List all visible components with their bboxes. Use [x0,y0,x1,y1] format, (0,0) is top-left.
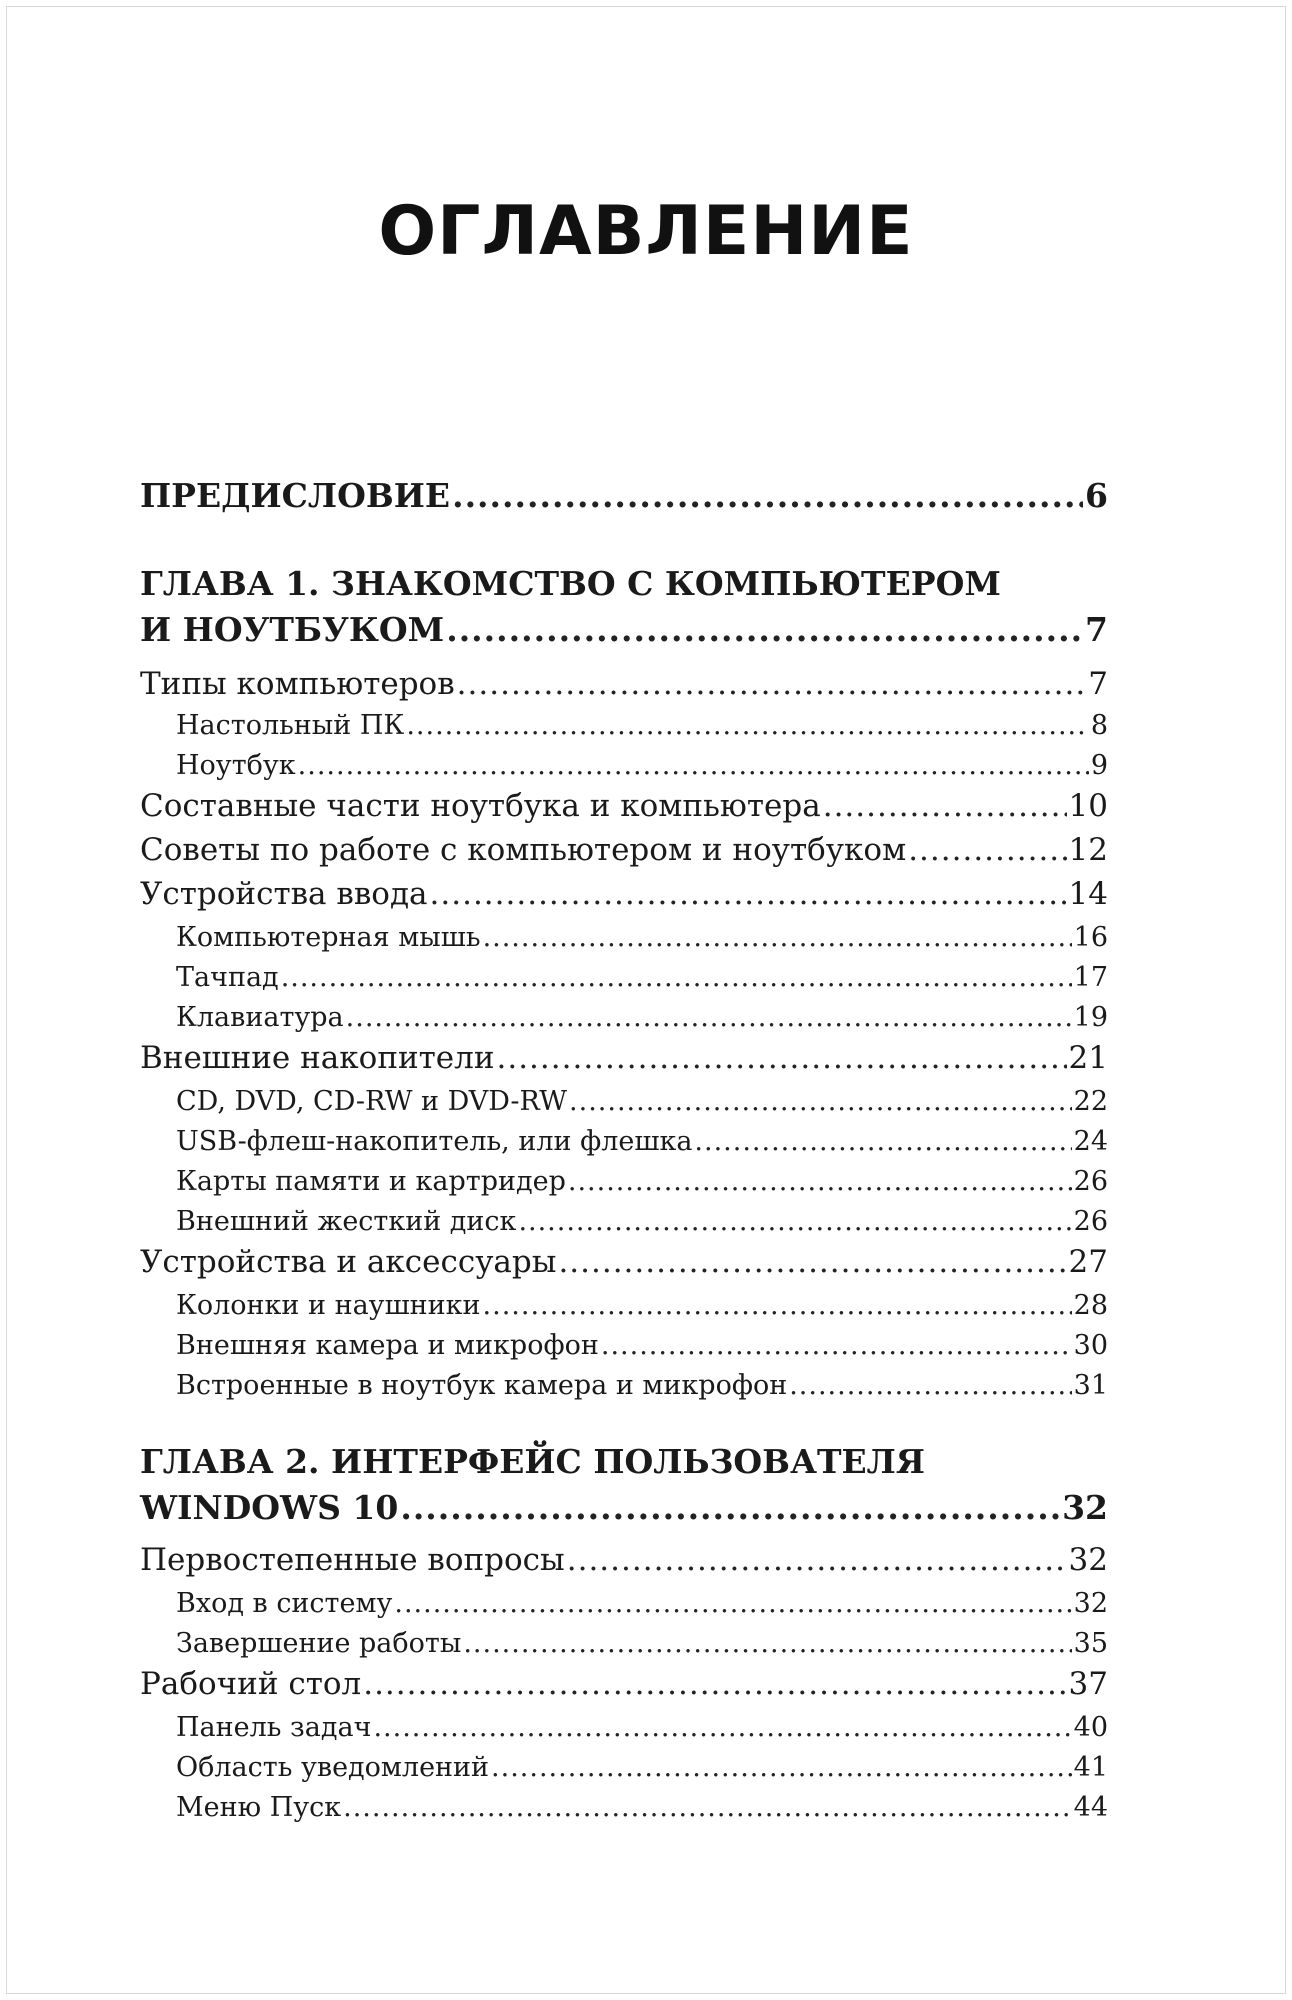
toc-page-number: 35 [1073,1628,1108,1659]
toc-page-number: 28 [1073,1290,1108,1321]
toc-entry-label: ПРЕДИСЛОВИЕ [140,476,451,515]
toc-subentry[interactable] [140,1290,1108,1321]
toc-entry-label: Внешняя камера и микрофон [176,1330,599,1361]
dot-leader [491,1752,1072,1783]
toc-page-number: 9 [1090,750,1108,781]
toc-subentry[interactable] [140,1370,1108,1401]
toc-entry-preface[interactable] [140,476,1108,515]
toc-entry-label: Компьютерная мышь [176,922,481,953]
toc-entry[interactable] [140,876,1108,912]
toc-entry[interactable] [140,1040,1108,1076]
toc-entry[interactable] [140,1542,1108,1578]
toc-entry-label: Встроенные в ноутбук камера и микрофон [176,1370,788,1401]
toc-subentry[interactable] [140,1792,1108,1823]
dot-leader [400,1488,1060,1527]
toc-entry-label: Карты памяти и картридер [176,1166,566,1197]
toc-entry[interactable] [140,666,1108,702]
toc-page-number: 14 [1068,876,1108,912]
page-title: ОГЛАВЛЕНИЕ [378,192,914,271]
dot-leader [568,1166,1072,1197]
toc-entry-label: USB-флеш-накопитель, или флешка [176,1126,693,1157]
dot-leader [823,788,1067,824]
dot-leader [497,1040,1067,1076]
toc-entry[interactable] [140,1666,1108,1702]
toc-entry-label: Вход в систему [176,1588,393,1619]
toc-subentry[interactable] [140,1330,1108,1361]
toc-subentry[interactable] [140,1002,1108,1033]
toc-entry[interactable] [140,1244,1108,1280]
toc-entry-label: Советы по работе с компьютером и ноутбуком [140,832,907,868]
toc-entry-label: Ноутбук [176,750,296,781]
dot-leader [343,1792,1072,1823]
dot-leader [567,1542,1067,1578]
dot-leader [446,610,1083,649]
toc-entry[interactable] [140,788,1108,824]
toc-page-number: 32 [1068,1542,1108,1578]
toc-page-number: 30 [1073,1330,1108,1361]
toc-entry[interactable] [140,832,1108,868]
toc-page-number: 10 [1068,788,1108,824]
toc-entry-label: Внешний жесткий диск [176,1206,517,1237]
toc-page-number: 22 [1073,1086,1108,1117]
toc-page-number: 19 [1073,1002,1108,1033]
toc-page-number: 21 [1068,1040,1108,1076]
toc-subentry[interactable] [140,1086,1108,1117]
toc-page-number: 26 [1073,1166,1108,1197]
dot-leader [601,1330,1072,1361]
toc-page-number: 26 [1073,1206,1108,1237]
toc-page-number: 27 [1068,1244,1108,1280]
toc-subentry[interactable] [140,1166,1108,1197]
dot-leader [457,666,1087,702]
toc-entry-label: Рабочий стол [140,1666,362,1702]
toc-entry-label: Составные части ноутбука и компьютера [140,788,821,824]
toc-entry-label: CD, DVD, CD-RW и DVD-RW [176,1086,568,1117]
toc-page-number: 24 [1073,1126,1108,1157]
dot-leader [346,1002,1072,1033]
chapter-1-heading[interactable]: ГЛАВА 1. ЗНАКОМСТВО С КОМПЬЮТЕРОМ [140,564,1001,603]
toc-page-number: 7 [1088,666,1108,702]
toc-subentry[interactable] [140,1588,1108,1619]
dot-leader [789,1370,1071,1401]
chapter-2-heading[interactable]: ГЛАВА 2. ИНТЕРФЕЙС ПОЛЬЗОВАТЕЛЯ [140,1442,925,1481]
toc-entry-label: Меню Пуск [176,1792,342,1823]
dot-leader [569,1086,1072,1117]
toc-entry-label: Устройства и аксессуары [140,1244,557,1280]
dot-leader [298,750,1089,781]
toc-entry-label: Тачпад [176,962,279,993]
toc-entry-label: И НОУТБУКОМ [140,610,445,649]
toc-subentry[interactable] [140,962,1108,993]
toc-subentry[interactable] [140,922,1108,953]
dot-leader [363,1666,1066,1702]
dot-leader [483,922,1072,953]
toc-entry-label: Клавиатура [176,1002,344,1033]
toc-page-number: 44 [1073,1792,1108,1823]
toc-subentry[interactable] [140,1628,1108,1659]
toc-subentry[interactable] [140,710,1108,741]
toc-entry-label: WINDOWS 10 [140,1488,399,1527]
toc-entry-label: Завершение работы [176,1628,462,1659]
toc-entry-label: Внешние накопители [140,1040,495,1076]
toc-page-number: 41 [1073,1752,1108,1783]
toc-page-number: 17 [1073,962,1108,993]
dot-leader [463,1628,1071,1659]
toc-subentry[interactable] [140,1752,1108,1783]
toc-entry-label: Настольный ПК [176,710,405,741]
toc-entry-label: Колонки и наушники [176,1290,481,1321]
toc-entry-label: Типы компьютеров [140,666,455,702]
toc-subentry[interactable] [140,1206,1108,1237]
toc-subentry[interactable] [140,1712,1108,1743]
toc-entry-label: Первостепенные вопросы [140,1542,565,1578]
toc-page-number: 32 [1073,1588,1108,1619]
dot-leader [430,876,1067,912]
toc-page-number: 8 [1090,710,1108,741]
toc-entry-label: Устройства ввода [140,876,428,912]
dot-leader [281,962,1072,993]
toc-entry-label: Панель задач [176,1712,372,1743]
toc-entry-label: Область уведомлений [176,1752,490,1783]
toc-subentry[interactable] [140,750,1108,781]
toc-page-number: 7 [1085,610,1108,649]
toc-page-number: 6 [1085,476,1108,515]
dot-leader [373,1712,1071,1743]
toc-page-number: 37 [1068,1666,1108,1702]
toc-page-number: 31 [1073,1370,1108,1401]
toc-page-number: 32 [1062,1488,1108,1527]
toc-entry-chapter-1[interactable] [140,610,1108,649]
toc-entry-chapter-2[interactable] [140,1488,1108,1527]
dot-leader [694,1126,1071,1157]
dot-leader [483,1290,1072,1321]
dot-leader [394,1588,1071,1619]
dot-leader [452,476,1083,515]
dot-leader [558,1244,1066,1280]
toc-page-number: 16 [1073,922,1108,953]
dot-leader [406,710,1088,741]
toc-subentry[interactable] [140,1126,1108,1157]
dot-leader [518,1206,1071,1237]
toc-page-number: 12 [1068,832,1108,868]
dot-leader [908,832,1066,868]
toc-page-number: 40 [1073,1712,1108,1743]
